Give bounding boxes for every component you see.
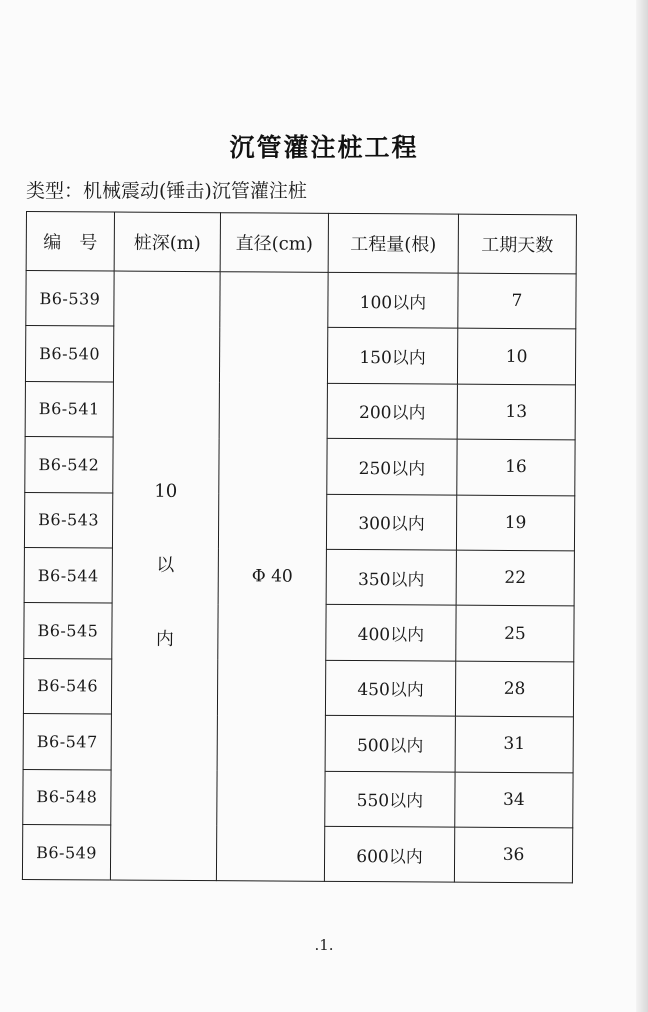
page-title: 沉管灌注桩工程 xyxy=(229,133,419,162)
row-code: B6-545 xyxy=(24,603,112,659)
row-quantity: 200以内 xyxy=(327,383,457,439)
depth-suffix-2: 内 xyxy=(155,628,174,651)
row-quantity: 250以内 xyxy=(327,439,457,495)
row-code: B6-543 xyxy=(24,492,112,548)
row-code: B6-547 xyxy=(23,714,111,770)
table-header-row xyxy=(26,212,576,274)
row-code: B6-539 xyxy=(26,271,114,327)
row-code: B6-549 xyxy=(22,824,110,880)
row-days: 31 xyxy=(455,716,573,772)
row-quantity: 500以内 xyxy=(325,715,455,771)
row-quantity: 350以内 xyxy=(326,549,456,605)
row-quantity: 100以内 xyxy=(328,272,458,328)
row-days: 10 xyxy=(457,329,575,385)
row-code: B6-542 xyxy=(25,437,113,493)
row-days: 36 xyxy=(454,827,572,883)
row-days: 19 xyxy=(456,495,574,551)
header-days: 工期天数 xyxy=(458,214,576,274)
row-days: 22 xyxy=(456,550,574,606)
row-days: 28 xyxy=(455,661,573,717)
row-quantity: 550以内 xyxy=(325,771,455,827)
header-depth: 桩深(m) xyxy=(114,212,220,272)
row-code: B6-546 xyxy=(23,658,111,714)
row-code: B6-541 xyxy=(25,381,113,437)
row-code: B6-544 xyxy=(24,547,112,603)
header-code: 编 号 xyxy=(26,212,114,272)
row-days: 7 xyxy=(458,273,576,329)
row-quantity: 450以内 xyxy=(325,660,455,716)
table-row xyxy=(26,271,576,330)
row-quantity: 150以内 xyxy=(327,328,457,384)
depth-cell xyxy=(110,271,220,881)
diameter-cell: Φ 40 xyxy=(216,272,328,882)
row-days: 34 xyxy=(455,772,573,828)
row-days: 25 xyxy=(456,605,574,661)
row-code: B6-540 xyxy=(25,326,113,382)
depth-value: 10 xyxy=(154,480,178,503)
row-days: 13 xyxy=(457,384,575,440)
row-quantity: 600以内 xyxy=(324,826,454,882)
row-code: B6-548 xyxy=(23,769,111,825)
row-quantity: 400以内 xyxy=(326,605,456,661)
depth-suffix-1: 以 xyxy=(156,554,175,576)
construction-period-table xyxy=(22,211,577,884)
row-days: 16 xyxy=(457,439,575,495)
row-quantity: 300以内 xyxy=(326,494,456,550)
header-quantity: 工程量(根) xyxy=(328,213,458,273)
header-diameter: 直径(cm) xyxy=(220,213,328,273)
type-subtitle: 类型：机械震动(锤击)沉管灌注桩 xyxy=(26,180,307,202)
page-number: .1. xyxy=(314,936,334,954)
